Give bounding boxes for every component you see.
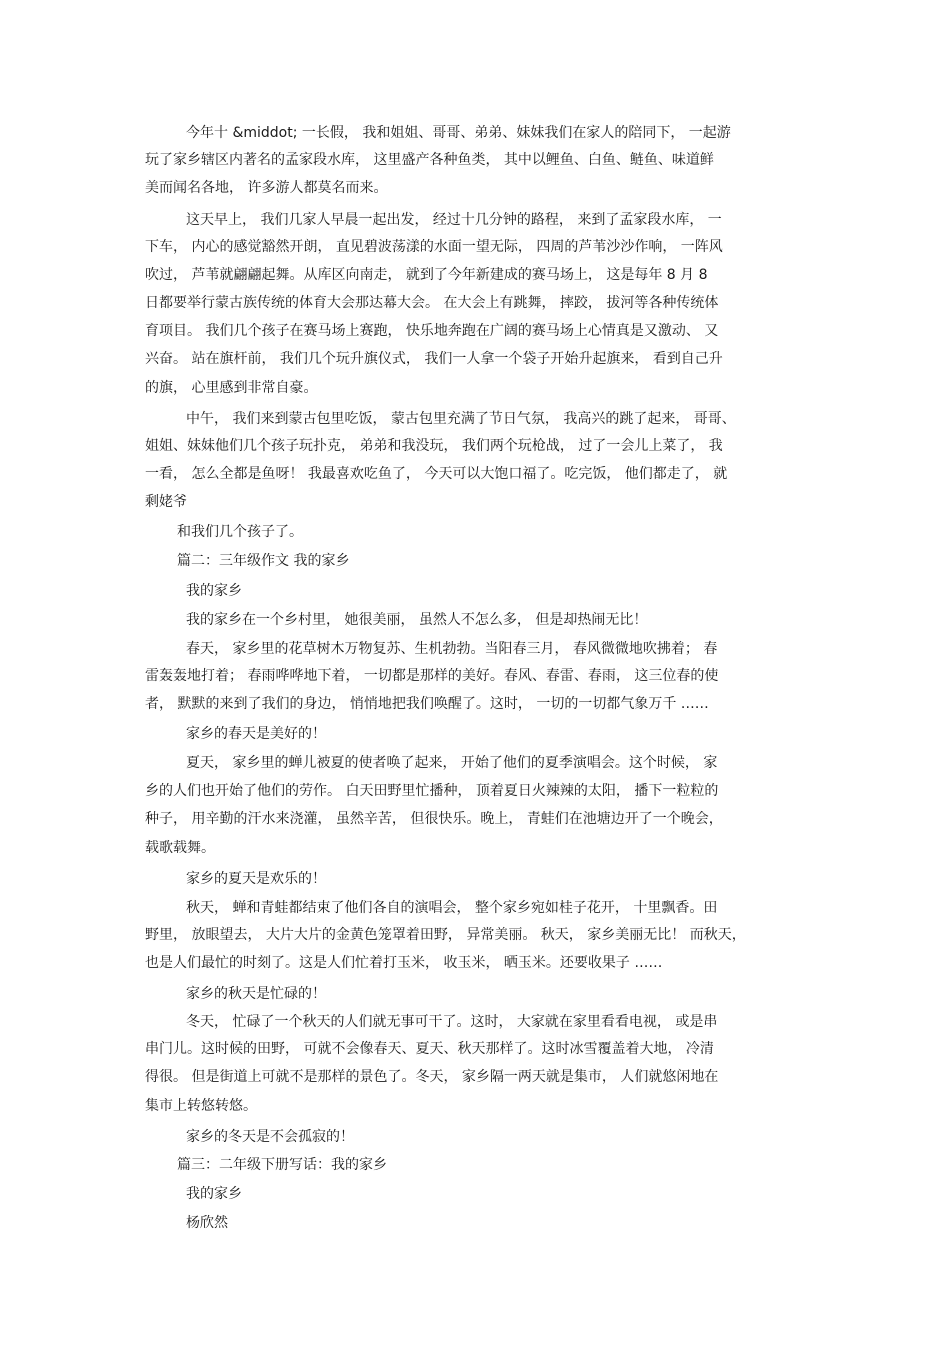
text-line: 集市上转悠转悠。	[145, 1098, 257, 1114]
text-line: 载歌载舞。	[145, 840, 215, 856]
text-line: 这天早上， 我们几家人早晨一起出发， 经过十几分钟的路程， 来到了孟家段水库， 一	[186, 212, 722, 228]
text-line: 串门儿。这时候的田野， 可就不会像春天、夏天、秋天那样了。这时冰雪覆盖着大地， 冷清	[145, 1041, 714, 1057]
text-line: 兴奋。 站在旗杆前， 我们几个玩升旗仪式， 我们一人拿一个袋子开始升起旗来， 看到自己升	[145, 351, 723, 367]
section-heading: 篇三：二年级下册写话：我的家乡	[177, 1157, 387, 1173]
text-line: 吹过， 芦苇就翩翩起舞。从库区向南走， 就到了今年新建成的赛马场上， 这是每年 8 月 8	[145, 267, 708, 283]
text-line: 也是人们最忙的时刻了。这是人们忙着打玉米， 收玉米， 晒玉米。还要收果子 ……	[145, 955, 663, 971]
text-line: 和我们几个孩子了。	[177, 524, 303, 540]
author-name: 杨欣然	[186, 1215, 228, 1231]
text-line: 玩了家乡辖区内著名的孟家段水库， 这里盛产各种鱼类， 其中以鲤鱼、白鱼、鲢鱼、味道鲜	[145, 152, 714, 168]
text-line: 雷轰轰地打着； 春雨哗哗地下着， 一切都是那样的美好。春风、春雷、春雨， 这三位春的使	[145, 668, 719, 684]
text-line: 今年十 &middot; 一长假， 我和姐姐、哥哥、弟弟、妹妹我们在家人的陪同下， 一起游	[186, 125, 731, 141]
text-line: 一看， 怎么全都是鱼呀！ 我最喜欢吃鱼了， 今天可以大饱口福了。吃完饭， 他们都走了， 就	[145, 466, 728, 482]
text-line: 姐姐、妹妹他们几个孩子玩扑克， 弟弟和我没玩， 我们两个玩枪战， 过了一会儿上菜了， 我	[145, 438, 723, 454]
text-line: 家乡的夏天是欢乐的！	[186, 871, 326, 887]
text-line: 家乡的秋天是忙碌的！	[186, 986, 326, 1002]
text-line: 的旗， 心里感到非常自豪。	[145, 380, 318, 396]
text-line: 得很。 但是街道上可就不是那样的景色了。冬天， 家乡隔一两天就是集市， 人们就悠闲地在	[145, 1069, 719, 1085]
text-line: 乡的人们也开始了他们的劳作。 白天田野里忙播种， 顶着夏日火辣辣的太阳， 播下一粒粒的	[145, 783, 719, 799]
essay-title: 我的家乡	[186, 1186, 242, 1202]
text-line: 秋天， 蝉和青蛙都结束了他们各自的演唱会， 整个家乡宛如桂子花开， 十里飘香。田	[186, 900, 718, 916]
text-line: 夏天， 家乡里的蝉儿被夏的使者唤了起来， 开始了他们的夏季演唱会。这个时候， 家	[186, 755, 718, 771]
text-line: 美而闻名各地， 许多游人都莫名而来。	[145, 180, 388, 196]
text-line: 日都要举行蒙古族传统的体育大会那达幕大会。 在大会上有跳舞， 摔跤， 拔河等各种传统体	[145, 295, 719, 311]
text-line: 者， 默默的来到了我们的身边， 悄悄地把我们唤醒了。这时， 一切的一切都气象万千 ……	[145, 696, 709, 712]
text-line: 种子， 用辛勤的汗水来浇灌， 虽然辛苦， 但很快乐。晚上， 青蛙们在池塘边开了一个晚会，	[145, 811, 723, 827]
essay-title: 我的家乡	[186, 583, 242, 599]
text-line: 家乡的冬天是不会孤寂的！	[186, 1129, 354, 1145]
text-line: 春天， 家乡里的花草树木万物复苏、生机勃勃。当阳春三月， 春风微微地吹拂着； 春	[186, 641, 718, 657]
text-line: 冬天， 忙碌了一个秋天的人们就无事可干了。这时， 大家就在家里看看电视， 或是串	[186, 1014, 718, 1030]
section-heading: 篇二：三年级作文 我的家乡	[177, 553, 350, 569]
text-line: 剩姥爷	[145, 494, 187, 510]
text-line: 家乡的春天是美好的！	[186, 726, 326, 742]
text-line: 下车， 内心的感觉豁然开朗， 直见碧波荡漾的水面一望无际， 四周的芦苇沙沙作响， 一阵风	[145, 239, 723, 255]
text-line: 中午， 我们来到蒙古包里吃饭， 蒙古包里充满了节日气氛， 我高兴的跳了起来， 哥哥、	[186, 411, 736, 427]
text-line: 野里， 放眼望去， 大片大片的金黄色笼罩着田野， 异常美丽。 秋天， 家乡美丽无比！ 而秋天，	[145, 927, 746, 943]
text-line: 我的家乡在一个乡村里， 她很美丽， 虽然人不怎么多， 但是却热闹无比！	[186, 612, 648, 628]
text-line: 育项目。 我们几个孩子在赛马场上赛跑， 快乐地奔跑在广阔的赛马场上心情真是又激动、 又	[145, 323, 719, 339]
